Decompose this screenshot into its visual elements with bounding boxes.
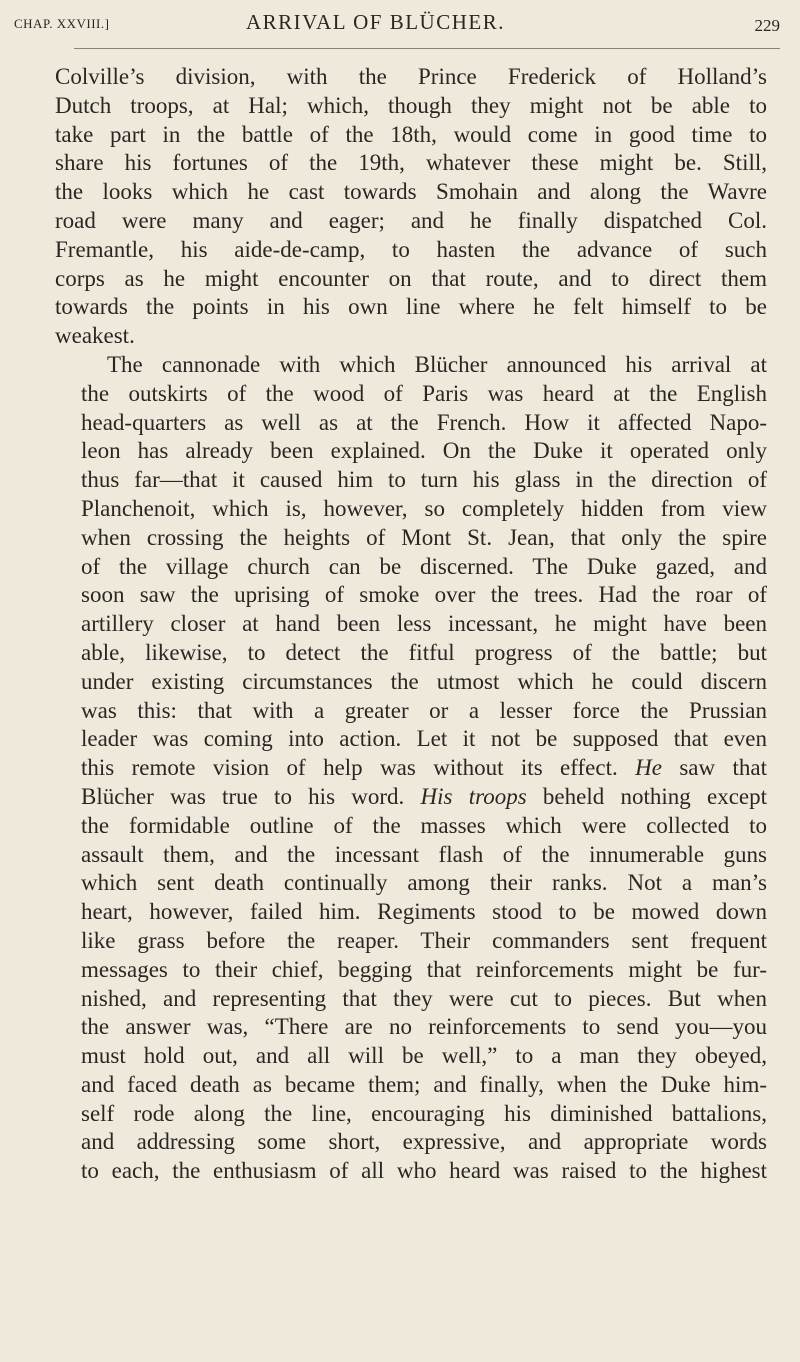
text-line: which sent death continually among their ranks. Not a man’s (81, 870, 767, 896)
text-line: take part in the battle of the 18th, would come in good time to (55, 121, 767, 147)
text-line: the outskirts of the wood of Paris was heard at the English (81, 380, 767, 406)
text-line: artillery closer at hand been less incessant, he might have been (81, 611, 767, 637)
text-line: must hold out, and all will be well,” to a man they obeyed, (81, 1043, 767, 1069)
paragraph-1 (55, 63, 767, 351)
text-line: self rode along the line, encouraging his diminished battalions, (81, 1100, 767, 1126)
text-line: assault them, and the incessant flash of the innumerable guns (81, 841, 767, 867)
text-line: weakest. (55, 323, 135, 349)
text-line: The cannonade with which Blücher announced his arrival at (107, 351, 767, 377)
text-line: under existing circumstances the utmost which he could discern (81, 668, 767, 694)
text-line: Planchenoit, which is, however, so completely hidden from view (81, 495, 767, 521)
italic-text: His troops (420, 783, 527, 809)
running-head (14, 10, 780, 40)
text-line: to each, the enthusiasm of all who heard was raised to the highest (81, 1158, 767, 1184)
page-heading: ARRIVAL OF BLÜCHER. (246, 10, 505, 34)
header-rule (74, 48, 780, 49)
text-line: and addressing some short, expressive, and appropriate words (81, 1129, 767, 1155)
text-line (55, 754, 767, 783)
text-line: the formidable outline of the masses which were collected to (81, 812, 767, 838)
text-line: the looks which he cast towards Smohain and along the Wavre (55, 179, 767, 205)
text-line: when crossing the heights of Mont St. Jean, that only the spire (81, 524, 767, 550)
text-line: thus far—that it caused him to turn his glass in the direction of (81, 467, 767, 493)
page-number: 229 (754, 16, 780, 35)
text-line: share his fortunes of the 19th, whatever these might be. Still, (55, 150, 767, 176)
text-line: of the village church can be discerned. The Duke gazed, and (81, 553, 767, 579)
text-fragment: saw that (661, 755, 767, 781)
text-line: head-quarters as well as at the French. How it affected Napo- (81, 409, 767, 435)
text-line: and faced death as became them; and finally, when the Duke him- (81, 1071, 767, 1097)
text-line: soon saw the uprising of smoke over the trees. Had the roar of (81, 582, 767, 608)
text-line: heart, however, failed him. Regiments stood to be mowed down (81, 899, 767, 925)
text-line: like grass before the reaper. Their commanders sent frequent (81, 927, 767, 953)
text-line: leader was coming into action. Let it not be supposed that even (81, 726, 767, 752)
text-line: nished, and representing that they were cut to pieces. But when (81, 985, 767, 1011)
text-line: messages to their chief, begging that reinforcements might be fur- (81, 956, 767, 982)
paragraph-2 (55, 351, 767, 1186)
text-line: Colville’s division, with the Prince Frederick of Holland’s (55, 64, 767, 89)
text-line: Fremantle, his aide-de-camp, to hasten the advance of such (55, 236, 767, 262)
text-line: the answer was, “There are no reinforcements to send you—you (81, 1014, 767, 1040)
body-text (55, 63, 767, 1186)
chapter-label: CHAP. XXVIII.] (14, 16, 110, 31)
text-line (55, 783, 767, 812)
text-fragment: beheld nothing except (526, 783, 767, 809)
text-fragment: this remote vision of help was without its effect. (81, 755, 618, 781)
text-line: able, likewise, to detect the fitful progress of the battle; but (81, 639, 767, 665)
text-line: towards the points in his own line where he felt himself to be (55, 294, 767, 320)
text-line: was this: that with a greater or a lesser force the Prussian (81, 697, 767, 723)
text-line: leon has already been explained. On the Duke it operated only (81, 438, 767, 464)
text-fragment: Blücher was true to his word. (81, 783, 405, 809)
text-line: Dutch troops, at Hal; which, though they might not be able to (55, 92, 767, 118)
text-line: road were many and eager; and he finally dispatched Col. (55, 207, 767, 233)
text-line: corps as he might encounter on that route, and to direct them (55, 265, 767, 291)
italic-text: He (635, 755, 662, 781)
